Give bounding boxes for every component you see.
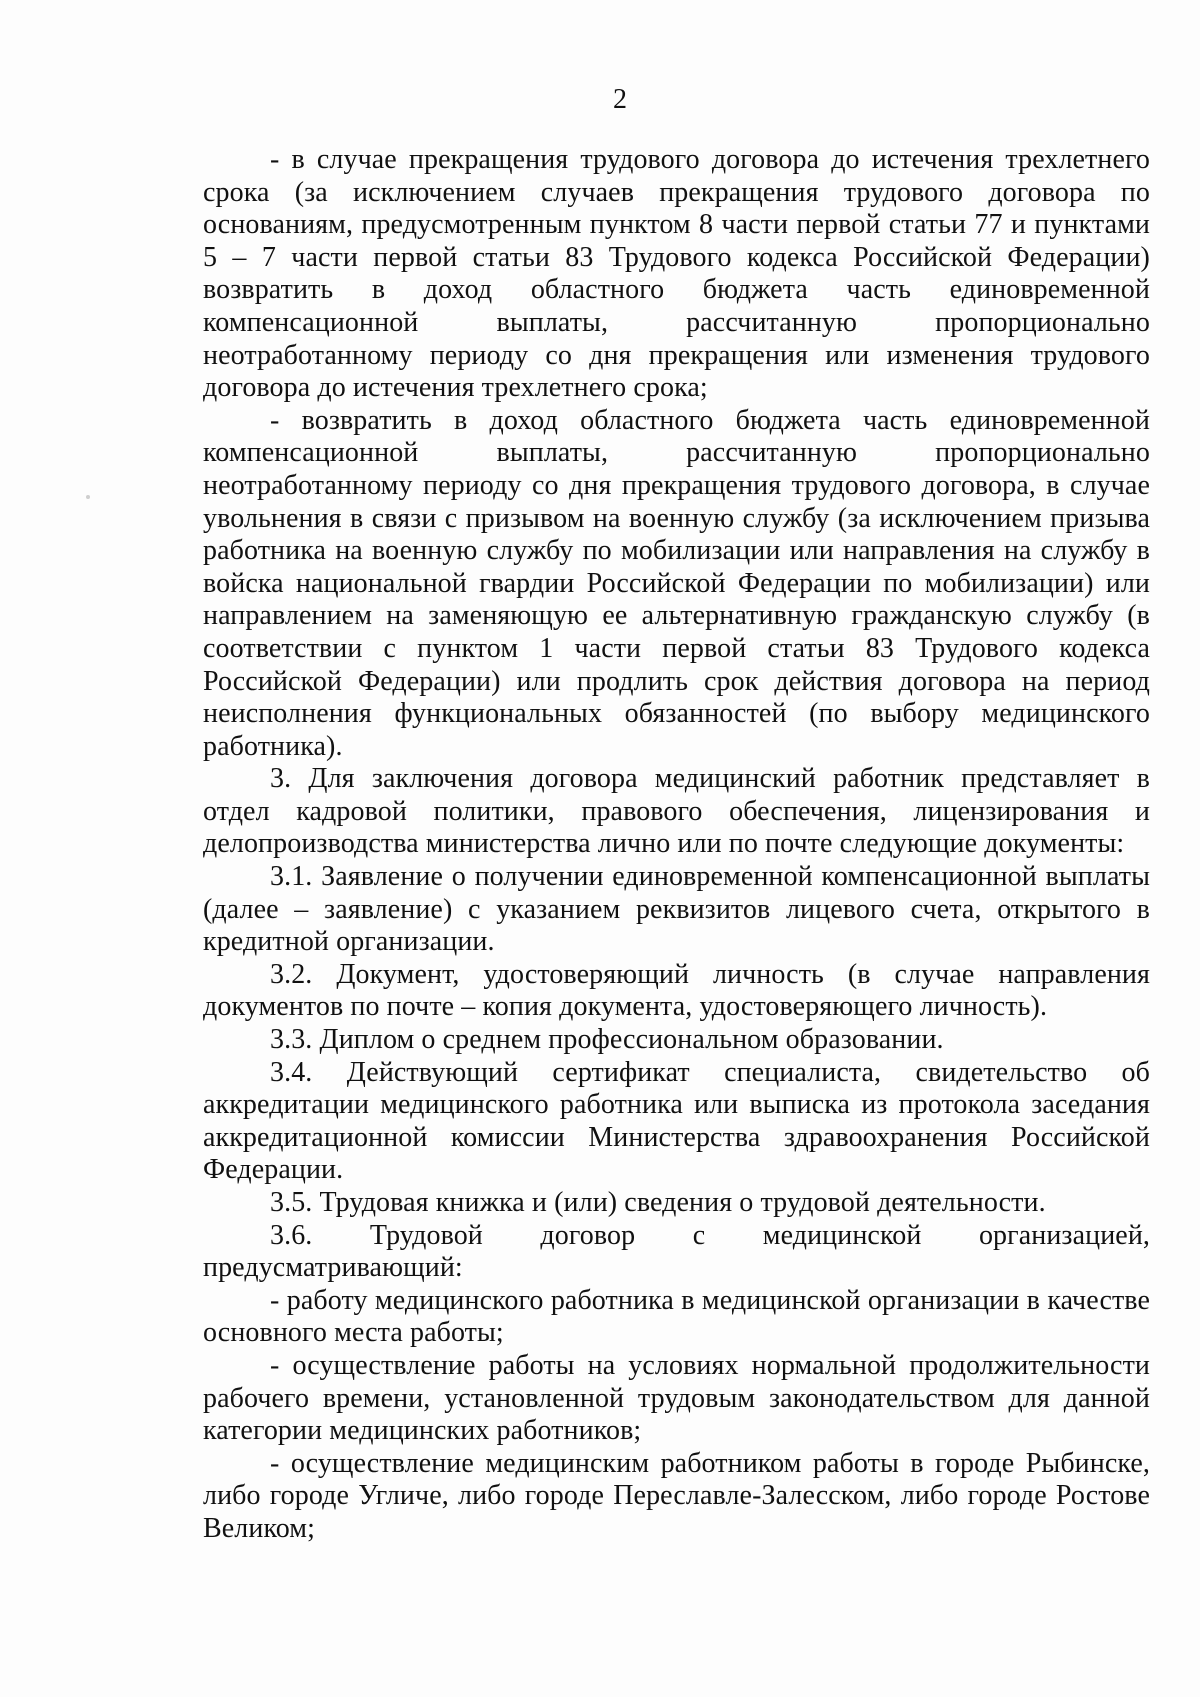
- paragraph-3-3: 3.3. Диплом о среднем профессиональном образовании.: [270, 1024, 944, 1056]
- paragraph-main-workplace: - работу медицинского работника в медицинской организации в качестве основного места работы;: [203, 1284, 1150, 1349]
- paragraph-normal-hours: - осуществление работы на условиях нормальной продолжительности рабочего времени, установленной трудовым законодательством для данной категории медицинских работников;: [203, 1349, 1150, 1447]
- paragraph-3-4: 3.4. Действующий сертификат специалиста, свидетельство об аккредитации медицинского работника или выписка из протокола заседания аккредитационной комиссии Министерства здравоохранения Российской Федерации.: [203, 1056, 1150, 1186]
- paragraph-3-2: 3.2. Документ, удостоверяющий личность (в случае направления документов по почте – копия документа, удостоверяющего личность).: [203, 958, 1150, 1023]
- scan-speck: [86, 495, 90, 499]
- page-number: 2: [613, 84, 627, 115]
- document-body: [203, 144, 1150, 1546]
- paragraph-return-on-military-service: - возвратить в доход областного бюджета часть единовременной компенсационной выплаты, рассчитанную пропорционально неотработанному периоду со дня прекращения трудового договора, в случае увольнения в связи с призывом на военную службу (за исключением призыва работника на военную службу по мобилизации или направления на службу в войска национальной гвардии Российской Федерации по мобилизации) или направлением на заменяющую ее альтернативную гражданскую службу (в соответствии с пунктом 1 части первой статьи 83 Трудового кодекса Российской Федерации) или продлить срок действия договора на период неисполнения функциональных обязанностей (по выбору медицинского работника).: [203, 404, 1150, 762]
- paragraph-3-6: 3.6. Трудовой договор с медицинской организацией, предусматривающий:: [203, 1219, 1150, 1284]
- paragraph-3-1: 3.1. Заявление о получении единовременной компенсационной выплаты (далее – заявление) с указанием реквизитов лицевого счета, открытого в кредитной организации.: [203, 861, 1150, 958]
- paragraph-section-3: 3. Для заключения договора медицинский работник представляет в отдел кадровой политики, правового обеспечения, лицензирования и делопроизводства министерства лично или по почте следующие документы:: [203, 763, 1150, 860]
- paragraph-3-5: 3.5. Трудовая книжка и (или) сведения о трудовой деятельности.: [270, 1187, 1046, 1218]
- paragraph-work-location: - осуществление медицинским работником работы в городе Рыбинске, либо городе Угличе, либо городе Переславле-Залесском, либо городе Ростове Великом;: [203, 1447, 1150, 1544]
- paragraph-return-on-early-termination: - в случае прекращения трудового договора до истечения трехлетнего срока (за исключением случаев прекращения трудового договора по основаниям, предусмотренным пунктом 8 части первой статьи 77 и пунктами 5 – 7 части первой статьи 83 Трудового кодекса Российской Федерации) возвратить в доход областного бюджета часть единовременной компенсационной выплаты, рассчитанную пропорционально неотработанному периоду со дня прекращения или изменения трудового договора до истечения трехлетнего срока;: [203, 144, 1150, 404]
